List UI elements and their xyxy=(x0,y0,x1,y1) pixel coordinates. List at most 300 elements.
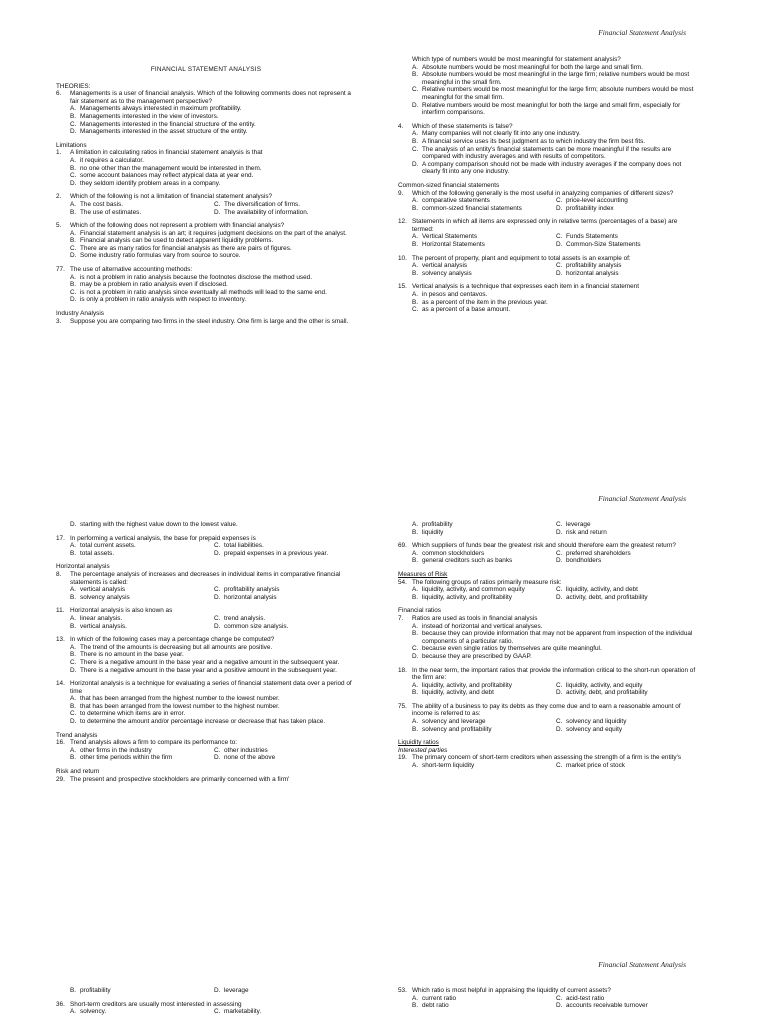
option xyxy=(70,521,356,529)
text: Relative numbers would be most meaningful for the large firm; absolute numbers would be most meaningful for the small firm. xyxy=(422,86,694,101)
option xyxy=(412,262,556,270)
text: instead of horizontal and vertical analyses. xyxy=(422,622,543,630)
question-number: 75. xyxy=(398,702,407,710)
option xyxy=(412,630,698,645)
text: is only a problem in ratio analysis with respect to inventory. xyxy=(80,296,247,304)
text: Vertical Statements xyxy=(422,233,478,241)
text: is not a problem in ratio analysis since eventually all methods will lead to the same end. xyxy=(80,288,327,296)
section-measures-of-risk: Measures of Risk xyxy=(398,570,448,578)
text: Ratios are used as tools in financial analysis xyxy=(412,614,538,622)
option xyxy=(214,987,364,995)
option xyxy=(214,542,364,550)
option-letter: C. xyxy=(214,746,221,754)
text: vertical analysis xyxy=(422,262,468,270)
option-letter: B. xyxy=(412,269,419,277)
option xyxy=(70,172,356,180)
text: prepaid expenses in a previous year. xyxy=(224,549,329,557)
option-letter: D. xyxy=(556,241,563,249)
question-3 xyxy=(56,318,356,326)
option-letter: D. xyxy=(214,622,221,630)
question-number: 2. xyxy=(56,193,62,201)
text: The percentage analysis of increases and decreases in individual items in comparative financial statements is called: xyxy=(70,570,341,586)
question-2 xyxy=(56,193,356,201)
question-8 xyxy=(56,571,356,586)
option xyxy=(70,710,356,718)
text: liquidity, activity, and common equity xyxy=(422,586,525,594)
option xyxy=(70,121,356,129)
section-industry-analysis: Industry Analysis xyxy=(56,310,104,318)
option-letter: C. xyxy=(556,233,563,241)
text: Managements interested in the asset structure of the entity. xyxy=(80,128,248,136)
option-letter: C. xyxy=(70,658,77,666)
running-header: Financial Statement Analysis xyxy=(598,28,686,37)
option-letter: A. xyxy=(70,156,77,164)
text: There is no amount in the base year. xyxy=(80,651,184,659)
option-letter: B. xyxy=(70,593,77,601)
text: liquidity, activity, and equity xyxy=(566,681,643,689)
option-letter: A. xyxy=(70,200,77,208)
option xyxy=(214,209,364,217)
option-letter: A. xyxy=(412,994,419,1002)
question-16 xyxy=(56,739,356,747)
text: other firms in the industry xyxy=(80,746,152,754)
option-letter: B. xyxy=(412,689,419,697)
option-letter: C. xyxy=(214,542,221,550)
text: total liabilities. xyxy=(224,542,264,550)
option-letter: A. xyxy=(70,105,77,113)
option xyxy=(412,241,556,249)
option xyxy=(412,653,698,661)
option-letter: B. xyxy=(412,71,419,79)
page1-right-column xyxy=(398,56,698,314)
text: The following groups of ratios primarily measure risk: xyxy=(412,578,562,586)
option-letter: C. xyxy=(556,681,563,689)
option-letter: B. xyxy=(70,702,77,710)
question-number: 10. xyxy=(398,254,407,262)
option xyxy=(70,230,356,238)
question-29 xyxy=(56,776,356,784)
question-number: 14. xyxy=(56,680,65,688)
option-letter: C. xyxy=(556,586,563,594)
question-number: 11. xyxy=(56,607,65,615)
option xyxy=(214,754,364,762)
text: Some industry ratio formulas vary from source to source. xyxy=(80,252,241,260)
option-letter: B. xyxy=(70,112,77,120)
text: The use of estimates. xyxy=(80,208,142,216)
question-number: 19. xyxy=(398,754,407,762)
option xyxy=(70,252,356,260)
question-11 xyxy=(56,607,356,615)
question-number: 12. xyxy=(398,218,407,226)
text: The diversification of firms. xyxy=(224,200,301,208)
question-53 xyxy=(398,987,698,995)
option-letter: D. xyxy=(556,528,563,536)
question-number: 9. xyxy=(398,189,404,197)
text: profitability analysis xyxy=(566,262,622,270)
section-risk-and-return: Risk and return xyxy=(56,768,100,776)
option-letter: C. xyxy=(412,645,419,653)
option-letter: C. xyxy=(556,994,563,1002)
options xyxy=(412,762,698,770)
option-letter: A. xyxy=(412,718,419,726)
page2-left-column xyxy=(56,521,356,783)
option xyxy=(412,205,556,213)
option-letter: D. xyxy=(214,549,221,557)
option-letter: C. xyxy=(412,145,419,153)
text: current ratio xyxy=(422,994,457,1002)
option-letter: B. xyxy=(70,651,77,659)
question-number: 53. xyxy=(398,987,407,994)
option-letter: D. xyxy=(214,754,221,762)
text: Horizontal analysis is a technique for evaluating a series of financial statement data over a period of time xyxy=(70,680,352,695)
question-3-continued xyxy=(398,56,698,64)
option xyxy=(70,1008,214,1016)
option-letter: A. xyxy=(412,586,419,594)
option-letter: A. xyxy=(412,521,419,528)
option-letter: B. xyxy=(70,754,77,762)
text: liquidity, activity, and debt xyxy=(422,689,494,697)
option xyxy=(70,289,356,297)
text: is not a problem in ratio analysis because the footnotes disclose the method used. xyxy=(80,273,312,281)
option xyxy=(556,233,706,241)
text: total current assets. xyxy=(80,542,136,550)
option-letter: B. xyxy=(412,204,419,212)
text: Horizontal analysis is also known as xyxy=(70,607,173,615)
option xyxy=(412,689,556,697)
section-liquidity-ratios: Liquidity ratios xyxy=(398,739,439,747)
option-letter: D. xyxy=(70,252,77,260)
option-letter: D. xyxy=(214,593,221,601)
text: total assets. xyxy=(80,549,115,557)
text: Which ratio is most helpful in appraising the liquidity of current assets? xyxy=(412,987,611,994)
options xyxy=(412,233,698,248)
text: marketability. xyxy=(224,1008,262,1016)
text: price-level accounting xyxy=(566,197,628,205)
text: Absolute numbers would be most meaningful in the large firm; relative numbers would be most meaningful in the small firm. xyxy=(422,71,690,86)
option xyxy=(412,138,698,146)
option xyxy=(70,296,356,304)
text: profitability index xyxy=(566,204,614,212)
option-letter: A. xyxy=(412,681,419,689)
question-number: 6. xyxy=(56,90,62,98)
question-6 xyxy=(56,90,356,105)
question-54 xyxy=(398,579,698,587)
section-financial-ratios: Financial ratios xyxy=(398,607,441,615)
option xyxy=(556,594,706,602)
options xyxy=(412,623,698,661)
text: profitability analysis xyxy=(224,586,280,594)
option-letter: A. xyxy=(70,746,77,754)
section-interested-parties: Interested parties xyxy=(398,746,448,754)
option-letter: D. xyxy=(214,987,221,994)
options xyxy=(412,291,698,314)
option xyxy=(70,747,214,755)
option-letter: B. xyxy=(412,1002,419,1010)
options-continued xyxy=(70,987,356,995)
question-number: 16. xyxy=(56,739,65,747)
text: profitability xyxy=(80,987,111,994)
option xyxy=(70,165,356,173)
text: A company comparison should not be made with industry averages if the company does not clearly fit into any one industry. xyxy=(422,160,682,176)
option-letter: B. xyxy=(412,137,419,145)
text: The primary concern of short-term creditors when assessing the strength of a firm is the entity's xyxy=(412,754,682,762)
option xyxy=(556,262,706,270)
option xyxy=(556,689,706,697)
option xyxy=(412,146,698,161)
text: Which of the following generally is the most useful in analyzing companies of different sizes? xyxy=(412,189,674,197)
option xyxy=(412,161,698,176)
text: Horizontal Statements xyxy=(422,241,485,249)
text: to determine which items are in error. xyxy=(80,710,186,718)
option-letter: A. xyxy=(412,291,419,299)
option-letter: A. xyxy=(412,233,419,241)
option xyxy=(214,586,364,594)
text: solvency analysis xyxy=(80,593,130,601)
option-letter: A. xyxy=(70,643,77,651)
question-36 xyxy=(56,1001,356,1009)
option xyxy=(214,201,364,209)
option-letter: D. xyxy=(70,521,77,528)
text: The cost basis. xyxy=(80,200,123,208)
options xyxy=(70,586,356,601)
text: The use of alternative accounting methods: xyxy=(70,266,193,274)
question-75 xyxy=(398,703,698,718)
option-letter: B. xyxy=(412,241,419,249)
option xyxy=(214,550,364,558)
option xyxy=(70,659,356,667)
option-letter: B. xyxy=(70,237,77,245)
option xyxy=(412,594,556,602)
option-letter: D. xyxy=(556,204,563,212)
option-letter: A. xyxy=(412,130,419,138)
text: other time periods within the firm xyxy=(80,754,173,762)
text: vertical analysis. xyxy=(80,622,127,630)
option xyxy=(412,623,698,631)
options xyxy=(70,274,356,304)
option-letter: D. xyxy=(70,179,77,187)
text: liquidity, activity, and profitability xyxy=(422,681,512,689)
option-letter: D. xyxy=(556,269,563,277)
option xyxy=(412,197,556,205)
option xyxy=(556,995,706,1003)
section-common-sized: Common-sized financial statements xyxy=(398,181,500,189)
text: trend analysis. xyxy=(224,614,266,622)
options xyxy=(412,130,698,176)
option xyxy=(70,245,356,253)
option-letter: C. xyxy=(556,197,563,205)
question-number: 29. xyxy=(56,775,65,783)
option xyxy=(70,201,214,209)
text: Managements interested in the view of investors. xyxy=(80,112,219,120)
options xyxy=(70,542,356,557)
text: preferred shareholders xyxy=(566,549,631,557)
options xyxy=(412,995,698,1010)
option xyxy=(412,1002,556,1010)
text: Common-Size Statements xyxy=(566,241,641,249)
option-letter: D. xyxy=(70,296,77,304)
text: solvency and profitability xyxy=(422,725,492,733)
text: to determine the amount and/or percentage increase or decrease that has taken place. xyxy=(80,718,326,726)
option-letter: D. xyxy=(214,208,221,216)
option xyxy=(214,1008,364,1016)
text: There is a negative amount in the base year and a positive amount in the subsequent year. xyxy=(80,666,337,674)
option xyxy=(412,521,556,529)
text: in pesos and centavos. xyxy=(422,291,488,299)
option-letter: C. xyxy=(556,762,563,770)
option xyxy=(412,291,698,299)
options xyxy=(412,586,698,601)
question-number: 7. xyxy=(398,614,404,622)
option xyxy=(70,718,356,726)
option xyxy=(412,586,556,594)
option-letter: C. xyxy=(214,200,221,208)
question-number: 1. xyxy=(56,149,62,157)
question-number: 18. xyxy=(398,666,407,674)
page2-right-column xyxy=(398,521,698,770)
text: liquidity, activity, and profitability xyxy=(422,593,512,601)
text: Which suppliers of funds bear the greatest risk and should therefore earn the greatest return? xyxy=(412,542,676,550)
text: leverage xyxy=(566,521,591,528)
question-5 xyxy=(56,222,356,230)
option xyxy=(70,703,356,711)
section-horizontal-analysis: Horizontal analysis xyxy=(56,563,110,571)
text: In which of the following cases may a percentage change be computed? xyxy=(70,636,275,644)
option xyxy=(412,762,556,770)
question-number: 69. xyxy=(398,542,407,550)
text: starting with the highest value down to the lowest value. xyxy=(80,521,238,528)
text: risk and return xyxy=(566,528,607,536)
option xyxy=(412,130,698,138)
question-1 xyxy=(56,149,356,157)
options-continued xyxy=(70,521,356,529)
option-letter: D. xyxy=(556,689,563,697)
option-letter: C. xyxy=(70,288,77,296)
option xyxy=(214,615,364,623)
text: Statements in which all items are expressed only in relative terms (percentages of a base) are termed: xyxy=(412,218,678,233)
options xyxy=(70,695,356,725)
text: A limitation in calculating ratios in financial statement analysis is that xyxy=(70,149,263,157)
question-10 xyxy=(398,255,698,263)
option-letter: C. xyxy=(70,244,77,252)
option xyxy=(70,542,214,550)
text: activity, debt, and profitability xyxy=(566,593,648,601)
text: short-term liquidity xyxy=(422,762,475,770)
option xyxy=(556,586,706,594)
option-letter: D. xyxy=(412,652,419,660)
option-letter: A. xyxy=(70,229,77,237)
text: market price of stock xyxy=(566,762,625,770)
option xyxy=(556,726,706,734)
option-letter: C. xyxy=(70,172,77,180)
options xyxy=(70,615,356,630)
text: In performing a vertical analysis, the base for prepaid expenses is xyxy=(70,534,256,542)
option-letter: D. xyxy=(412,101,419,109)
options-continued xyxy=(412,521,698,536)
question-number: 3. xyxy=(56,317,62,325)
option-letter: B. xyxy=(70,622,77,630)
text: The analysis of an entity's financial statements can be more meaningful if the results are compared with industry averages and with results of competitors. xyxy=(422,145,672,161)
text: it requires a calculator. xyxy=(80,156,144,164)
text: common-sized financial statements xyxy=(422,204,522,212)
option-letter: A. xyxy=(412,63,419,71)
option-letter: D. xyxy=(556,1002,563,1010)
option-letter: C. xyxy=(556,718,563,726)
option-letter: D. xyxy=(70,128,77,136)
section-trend-analysis: Trend analysis xyxy=(56,731,98,739)
option xyxy=(70,987,214,995)
question-9 xyxy=(398,190,698,198)
text: common stockholders xyxy=(422,549,485,557)
options xyxy=(412,64,698,117)
option xyxy=(556,197,706,205)
question-14 xyxy=(56,680,356,695)
text: horizontal analysis xyxy=(566,269,619,277)
option-letter: B. xyxy=(70,987,77,994)
question-number: 5. xyxy=(56,222,62,230)
text: Vertical analysis is a technique that expresses each item in a financial statement xyxy=(412,283,639,291)
option-letter: C. xyxy=(556,262,563,270)
option-letter: A. xyxy=(70,586,77,594)
option xyxy=(70,651,356,659)
page1-left-column xyxy=(56,66,356,325)
option-letter: C. xyxy=(70,120,77,128)
option xyxy=(70,644,356,652)
option-letter: A. xyxy=(412,262,419,270)
option-letter: A. xyxy=(70,1008,77,1016)
text: as a percent of the item in the previous year. xyxy=(422,298,548,306)
options xyxy=(70,747,356,762)
options xyxy=(70,1008,356,1016)
option-letter: B. xyxy=(412,593,419,601)
text: Short-term creditors are usually most interested in assessing xyxy=(70,1000,242,1008)
option xyxy=(70,157,356,165)
option-letter: A. xyxy=(70,542,77,550)
text: accounts receivable turnover xyxy=(566,1002,648,1010)
question-69 xyxy=(398,542,698,550)
question-number: 4. xyxy=(398,122,404,130)
text: liquidity, activity, and debt xyxy=(566,586,638,594)
option xyxy=(556,270,706,278)
text: The trend of the amounts is decreasing but all amounts are positive. xyxy=(80,643,273,651)
text: Trend analysis allows a firm to compare its performance to: xyxy=(70,739,238,747)
text: In the near term, the important ratios that provide the information critical to the short-run operation of the firm are: xyxy=(412,666,696,682)
option xyxy=(70,274,356,282)
option xyxy=(70,623,214,631)
question-15 xyxy=(398,283,698,291)
option-letter: A. xyxy=(412,197,419,205)
option xyxy=(556,1002,706,1010)
page3-left-column xyxy=(56,987,356,1016)
option xyxy=(70,550,214,558)
text: that has been arranged from the highest number to the lowest number. xyxy=(80,695,280,703)
option xyxy=(556,550,706,558)
text: because they can provide information that may not be apparent from inspection of the individual components of a particular ratio. xyxy=(422,630,693,645)
option-letter: A. xyxy=(412,549,419,557)
option-letter: D. xyxy=(556,557,563,565)
option-letter: D. xyxy=(70,718,77,726)
section-limitations: Limitations xyxy=(56,141,87,149)
text: bondholders xyxy=(566,557,602,565)
option-letter: D. xyxy=(412,160,419,168)
option xyxy=(412,71,698,86)
option xyxy=(412,995,556,1003)
option xyxy=(214,594,364,602)
text: The ability of a business to pay its debts as they come due and to earn a reasonable amount of income is referred to as: xyxy=(412,702,681,718)
option xyxy=(412,557,556,565)
option xyxy=(70,754,214,762)
options xyxy=(412,262,698,277)
text: leverage xyxy=(224,987,249,994)
